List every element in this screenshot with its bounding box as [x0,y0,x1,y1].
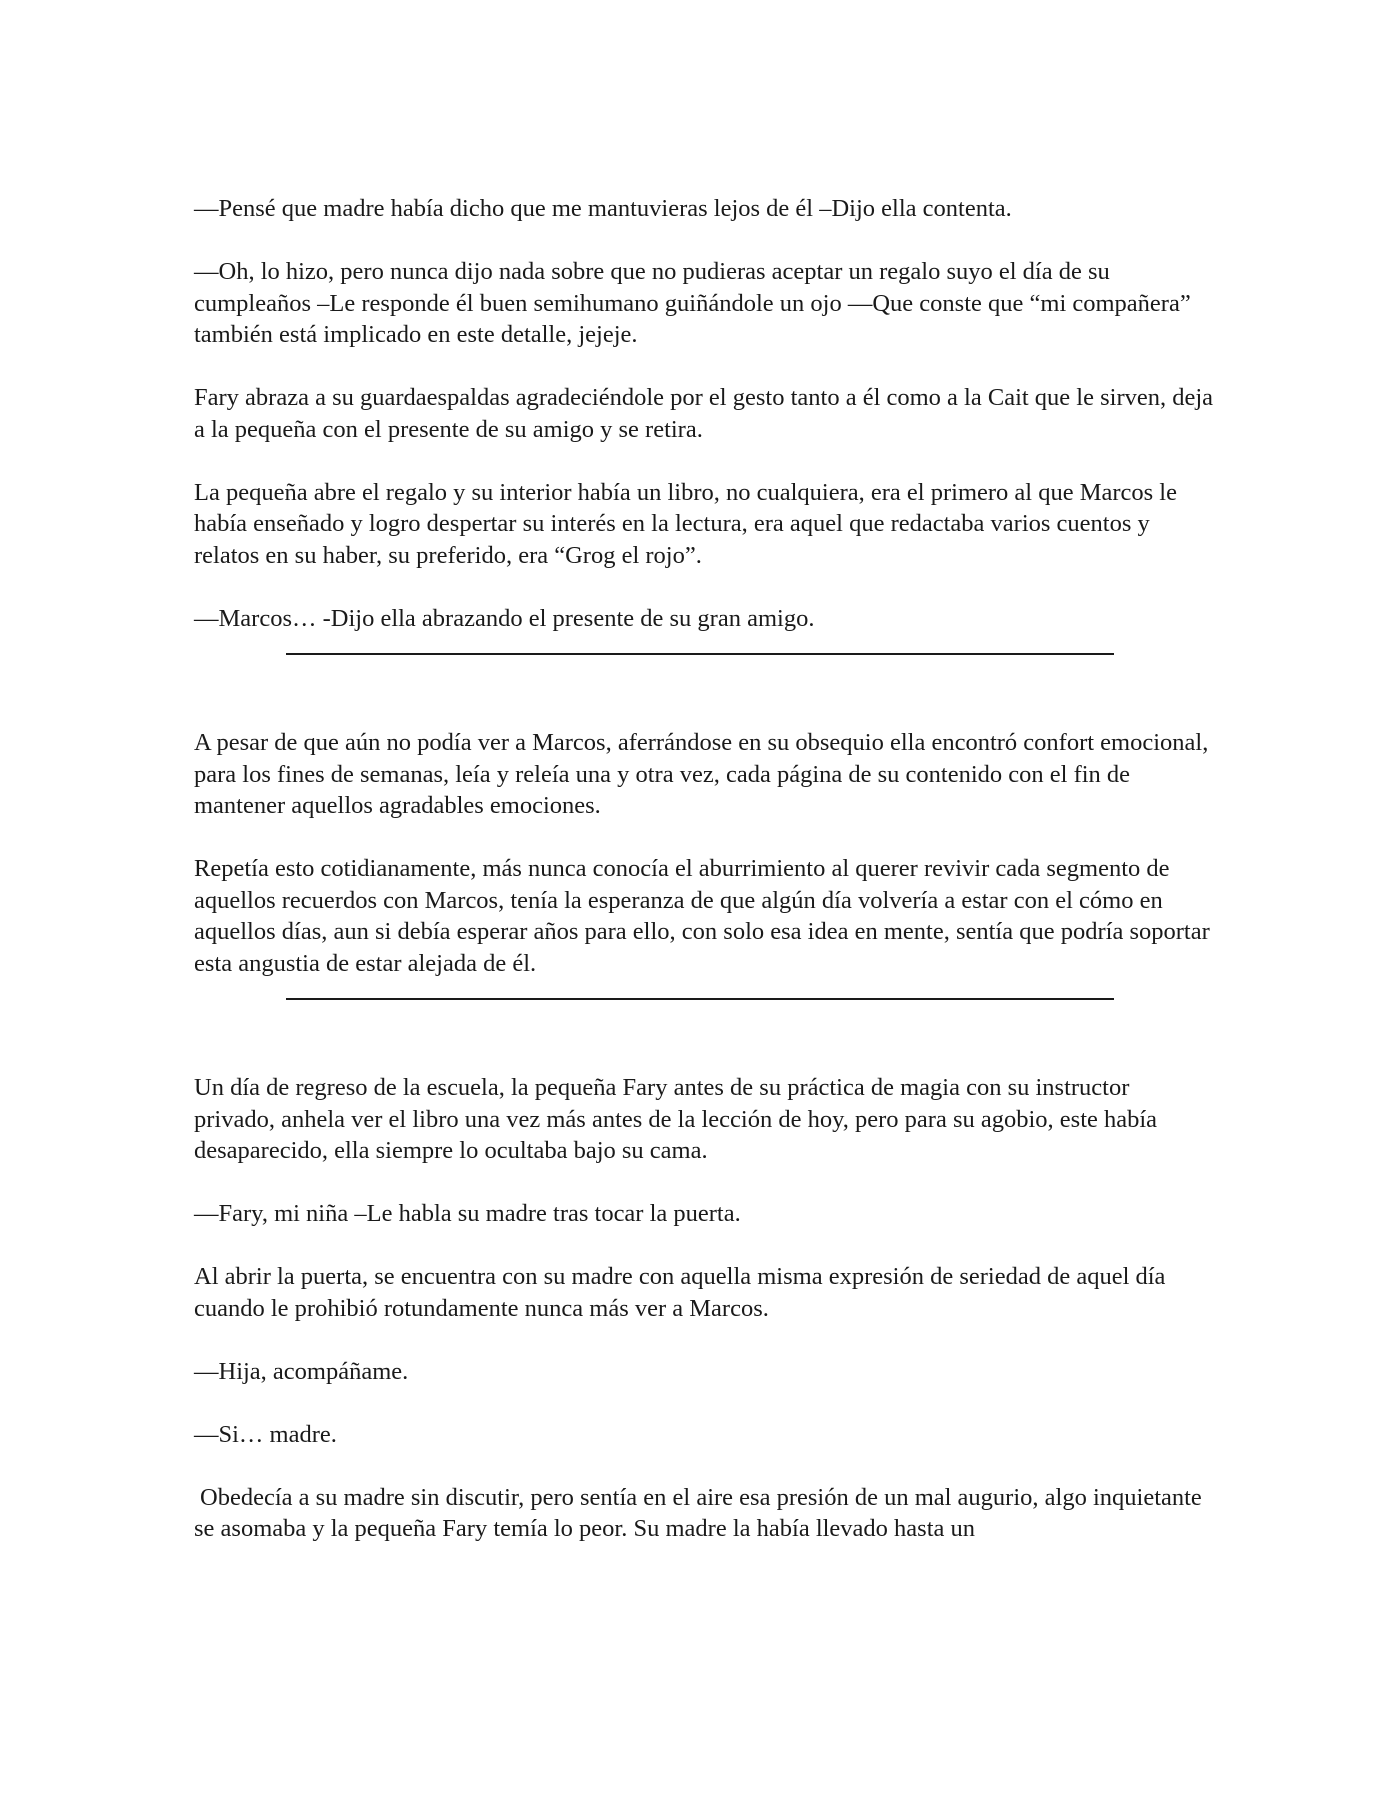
document-body [194,193,1214,1545]
paragraph-8: Un día de regreso de la escuela, la pequeña Fary antes de su práctica de magia con su instructor privado, anhela ver el libro una vez más antes de la lección de hoy, pero para su agobio, este había desaparecido, ella siempre lo ocultaba bajo su cama. [194,1074,1158,1164]
paragraph-11: —Hija, acompáñame. [194,1357,409,1385]
paragraph-3: Fary abraza a su guardaespaldas agradeciéndole por el gesto tanto a él como a la Cait que le sirven, deja a la pequeña con el presente de su amigo y se retira. [194,384,1214,443]
paragraph-10: Al abrir la puerta, se encuentra con su madre con aquella misma expresión de seriedad de aquel día cuando le prohibió rotundamente nunca más ver a Marcos. [194,1263,1166,1322]
paragraph-9: —Fary, mi niña –Le habla su madre tras tocar la puerta. [194,1200,741,1227]
paragraph-1: —Pensé que madre había dicho que me mantuvieras lejos de él –Dijo ella contenta. [194,195,1012,222]
paragraph-6: A pesar de que aún no podía ver a Marcos, aferrándose en su obsequio ella encontró confort emocional, para los fines de semanas, leía y releía una y otra vez, cada página de su contenido con el fin de mantener aquellos agradables emociones. [194,729,1209,819]
paragraph-12: —Si… madre. [194,1420,337,1448]
paragraph-4: La pequeña abre el regalo y su interior había un libro, no cualquiera, era el primero al que Marcos le había enseñado y logro despertar su interés en la lectura, era aquel que redactaba varios cuentos y relatos en su haber, su preferido, era “Grog el rojo”. [194,478,1177,569]
paragraph-5: —Marcos… -Dijo ella abrazando el presente de su gran amigo. [194,604,815,632]
paragraph-7: Repetía esto cotidianamente, más nunca conocía el aburrimiento al querer revivir cada segmento de aquellos recuerdos con Marcos, tenía la esperanza de que algún día volvería a estar con el cómo en aquellos días, aun si debía esperar años para ello, con solo esa idea en mente, sentía que podría soportar esta angustia de estar alejada de él. [194,855,1210,977]
paragraph-13: Obedecía a su madre sin discutir, pero sentía en el aire esa presión de un mal augurio, algo inquietante se asomaba y la pequeña Fary temía lo peor. Su madre la había llevado hasta un [194,1483,1202,1542]
paragraph-2: —Oh, lo hizo, pero nunca dijo nada sobre que no pudieras aceptar un regalo suyo el día de su cumpleaños –Le responde él buen semihumano guiñándole un ojo —Que conste que “mi compañera” también está implicado en este detalle, jejeje. [194,258,1191,348]
